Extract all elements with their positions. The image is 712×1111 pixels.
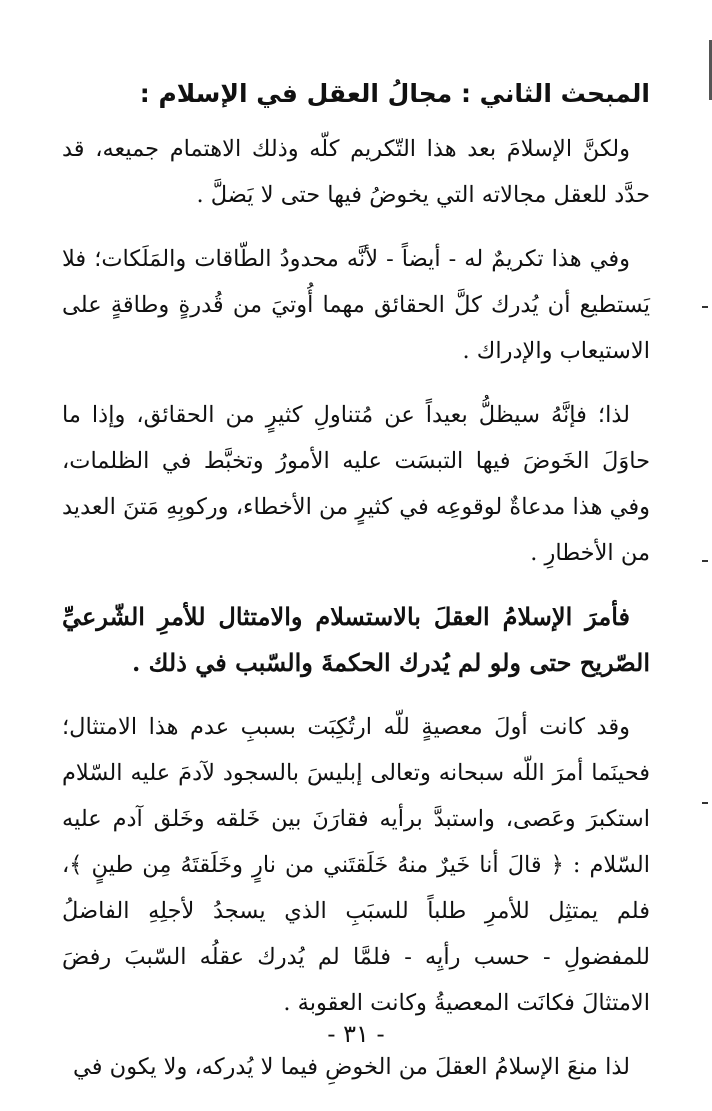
paragraph-5: وقد كانت أولَ معصيةٍ للّه ارتُكِبَت بسببِ عدم هذا الامتثال؛ فحينَما أمرَ اللّه سبحانه وتعالى إبليسَ بالسجود لآدمَ عليه السّلام استكبرَ وعَصى، واستبدَّ برأيه فقارَنَ بين خَلقه وخَلق آدم عليه السّلام : ﴿ قالَ أنا خَيرٌ منهُ خَلَقتَني من نارٍ وخَلَقتَهُ مِن طينٍ ﴾، فلم يمتثِل للأمرِ طلباً للسبَبِ الذي يسجدُ لأجلِهِ الفاضلُ للمفضولِ - حسب رأيِه - فلمَّا لم يُدرك عقلُه السّببَ رفضَ الامتثالَ فكانَت المعصيةُ وكانت العقوبة . (62, 714, 650, 1016)
section-heading: المبحث الثاني : مجالُ العقل في الإسلام : (139, 79, 650, 108)
margin-mark (702, 802, 708, 804)
page-number: - ٣١ - (327, 1020, 385, 1048)
paragraph-3: لذا؛ فإنَّهُ سيظلُّ بعيداً عن مُتناولِ كثيرٍ من الحقائق، وإذا ما حاوَلَ الخَوضَ فيها التبسَت عليه الأمورُ وتخبَّط في الظلمات، وفي هذا مدعاةٌ لوقوعِه في كثيرٍ من الأخطاء، وركوبِهِ مَتنَ العديد من الأخطارِ . (62, 402, 650, 566)
paragraph-2: وفي هذا تكريمٌ له - أيضاً - لأنَّه محدودُ الطّاقات والمَلَكات؛ فلا يَستطيع أن يُدرك كلَّ الحقائق مهما أُوتيَ من قُدرةٍ وطاقةٍ على الاستيعاب والإدراك . (62, 246, 650, 364)
margin-mark (702, 560, 708, 562)
text-column (62, 72, 650, 1108)
margin-mark (702, 306, 708, 308)
paragraph-1: ولكنَّ الإسلامَ بعد هذا التّكريم كلّه وذلك الاهتمام جميعه، قد حدَّد للعقل مجالاته التي يخوضُ فيها حتى لا يَضلَّ . (62, 136, 650, 208)
paragraph-6: لذا منعَ الإسلامُ العقلَ من الخوضِ فيما لا يُدركه، ولا يكون في (73, 1054, 630, 1080)
paragraph-4-emphasized: فأمرَ الإسلامُ العقلَ بالاستسلام والامتثال للأمرِ الشّرعيِّ الصّريح حتى ولو لم يُدرك الحكمةَ والسّبب في ذلك . (62, 602, 650, 677)
